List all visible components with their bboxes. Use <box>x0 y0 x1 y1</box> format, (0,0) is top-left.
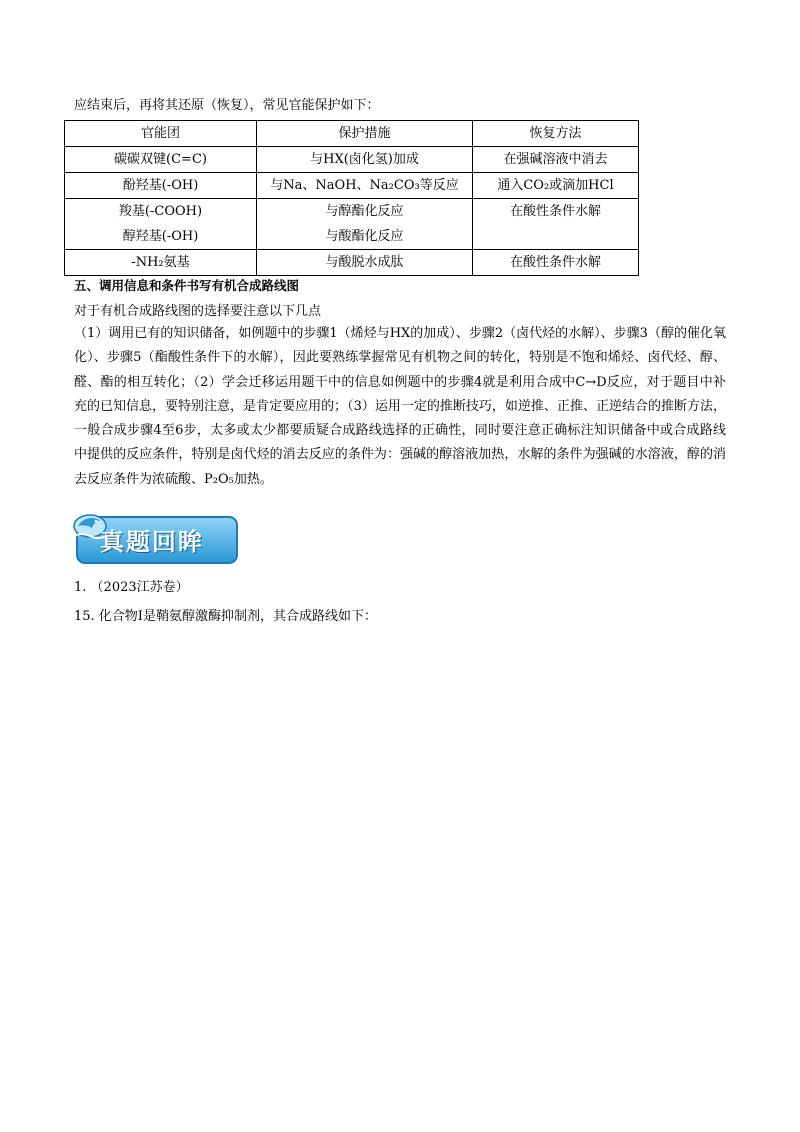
question-text: 15. 化合物I是鞘氨醇激酶抑制剂，其合成路线如下： <box>74 609 377 624</box>
table-row <box>65 250 639 276</box>
body-paragraph: （1）调用已有的知识储备，如例题中的步骤1（烯烃与HX的加成）、步骤2（卤代烃的水解）、步骤3（醇的催化氧化）、步骤5（酯酸性条件下的水解），因此要熟练掌握常见有机物之间的转化，特别是不饱和烯烃、卤代烃、醇、醛、酯的相互转化；（2）学会迁移运用题干中的信息如例题中的步骤4就是利用合成中C→D反应，对于题目中补充的已知信息，要特别注意，是肯定要应用的；（3）运用一定的推断技巧，如逆推、正推、正逆结合的推断方法，一般合成步骤4至6步，太多或太少都要质疑合成路线选择的正确性，同时要注意正确标注知识储备中或合成路线中提供的反应条件，特别是卤代烃的消去反应的条件为：强碱的醇溶液加热，水解的条件为强碱的水溶液，醇的消去反应条件为浓硫酸、P₂O₅加热。 <box>74 326 726 487</box>
paragraph-lead: 对于有机合成路线图的选择要注意以下几点 <box>74 304 322 319</box>
header-group: 官能团 <box>65 121 257 147</box>
cell-restore: 在酸性条件水解 <box>473 199 639 250</box>
cell-restore: 在酸性条件水解 <box>473 250 639 276</box>
cell-restore: 在强碱溶液中消去 <box>473 147 639 173</box>
cell-group: 酚羟基(-OH) <box>65 173 257 199</box>
header-restore: 恢复方法 <box>473 121 639 147</box>
cell-line: 醇羟基(-OH) <box>122 229 199 244</box>
table-row <box>65 147 639 173</box>
cell-line: 与酸酯化反应 <box>325 229 404 244</box>
cell-protect: 与HX(卤化氢)加成 <box>257 147 473 173</box>
intro-line: 应结束后，再将其还原（恢复），常见官能保护如下： <box>74 98 380 113</box>
cell-restore: 通入CO₂或滴加HCl <box>473 173 639 199</box>
cell-protect: 与酸脱水成肽 <box>257 250 473 276</box>
cell-line: 羧基(-COOH) <box>118 204 203 219</box>
cell-group: -NH₂氨基 <box>65 250 257 276</box>
banner-label: 真题回眸 <box>100 528 204 556</box>
cell-group: 碳碳双键(C=C) <box>65 147 257 173</box>
protection-table <box>64 120 639 276</box>
header-protect: 保护措施 <box>257 121 473 147</box>
table-row <box>65 173 639 199</box>
table-row <box>65 199 639 250</box>
section-banner <box>70 508 240 566</box>
question-source: （2023江苏卷） <box>90 580 189 595</box>
question-header <box>74 576 189 595</box>
cell-protect <box>257 199 473 250</box>
cell-line: 与醇酯化反应 <box>325 204 404 219</box>
section-title: 五、调用信息和条件书写有机合成路线图 <box>74 278 300 293</box>
cell-protect: 与Na、NaOH、Na₂CO₃等反应 <box>257 173 473 199</box>
question-number: 1. <box>74 580 87 595</box>
table-header-row <box>65 121 639 147</box>
cell-group <box>65 199 257 250</box>
